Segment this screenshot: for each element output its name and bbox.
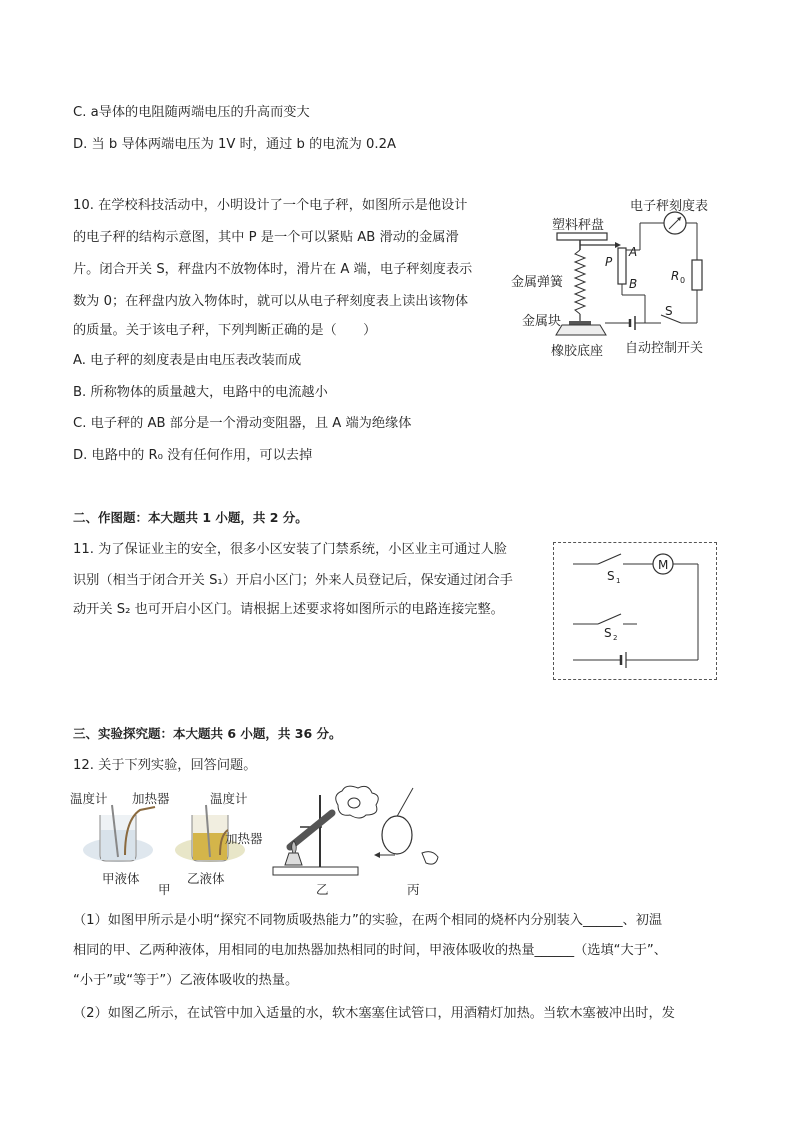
label-liquid-a: 甲液体	[102, 871, 140, 886]
section-2-heading: 二、作图题：本大题共 1 小题，共 2 分。	[73, 510, 308, 525]
label-thermometer-1: 温度计	[70, 791, 108, 806]
hand	[422, 852, 438, 864]
label-block: 金属块	[522, 314, 562, 329]
label-pan: 塑料秤盘	[552, 218, 605, 233]
q10-option-d: D. 电路中的 R₀ 没有任何作用，可以去掉	[73, 448, 313, 463]
q12-part1-line-2: 相同的甲、乙两种液体，用相同的电加热器加热相同的时间，甲液体吸收的热量______（选填“大于”、	[73, 943, 667, 958]
q10-stem-line-4: 数为 0；在秤盘内放入物体时，就可以从电子秤刻度表上读出该物体	[73, 294, 469, 309]
q10-scale-circuit-diagram	[505, 190, 730, 365]
rubber-base	[556, 325, 606, 335]
label-b: B	[629, 277, 638, 291]
label-r0-sub: 0	[680, 276, 686, 285]
q11-circuit-diagram	[553, 542, 717, 680]
q12-part1-line-1: （1）如图甲所示是小明“探究不同物质吸热能力”的实验，在两个相同的烧杯内分别装入______、初温	[73, 913, 663, 928]
label-m: M	[658, 558, 669, 572]
q10-stem-line-2: 的电子秤的结构示意图，其中 P 是一个可以紧贴 AB 滑动的金属滑	[73, 230, 459, 245]
pendulum-string	[395, 788, 413, 820]
section-3-heading: 三、实验探究题：本大题共 6 小题，共 36 分。	[73, 726, 342, 741]
q10-stem-line-3: 片。闭合开关 S，秤盘内不放物体时，滑片在 A 端，电子秤刻度表示	[73, 262, 473, 277]
label-thermometer-2: 温度计	[210, 791, 248, 806]
q9-option-d: D. 当 b 导体两端电压为 1V 时，通过 b 的电流为 0.2A	[73, 137, 397, 152]
label-meter: 电子秤刻度表	[630, 199, 709, 214]
stand-base	[273, 867, 358, 875]
q11-stem-line-2: 识别（相当于闭合开关 S₁）开启小区门；外来人员登记后，保安通过闭合手	[73, 573, 513, 588]
q12-stem: 12. 关于下列实验，回答问题。	[73, 758, 257, 773]
switch-s1	[598, 554, 621, 564]
pan-plate	[557, 233, 607, 240]
q12-part1-line-3: “小于”或“等于”）乙液体吸收的热量。	[73, 973, 299, 988]
label-s1: S	[607, 569, 615, 583]
label-p: P	[605, 255, 613, 269]
q10-option-c: C. 电子秤的 AB 部分是一个滑动变阻器，且 A 端为绝缘体	[73, 416, 412, 431]
spring	[575, 250, 585, 314]
q10-stem-line-1: 10. 在学校科技活动中，小明设计了一个电子秤，如图所示是他设计	[73, 198, 468, 213]
label-liquid-b: 乙液体	[187, 871, 225, 886]
alcohol-lamp	[285, 853, 302, 865]
switch-s2	[598, 614, 621, 624]
q12-experiment-figures	[70, 785, 470, 900]
cork	[348, 798, 360, 808]
label-r0: R	[671, 269, 680, 283]
q11-stem-line-1: 11. 为了保证业主的安全，很多小区安装了门禁系统，小区业主可通过人脸	[73, 542, 507, 557]
q11-stem-line-3: 动开关 S₂ 也可开启小区门。请根据上述要求将如图所示的电路连接完整。	[73, 602, 504, 617]
label-base: 橡胶底座	[551, 344, 604, 359]
label-spring: 金属弹簧	[511, 275, 564, 290]
q10-stem-line-5: 的质量。关于该电子秤，下列判断正确的是（ ）	[73, 323, 377, 338]
label-s1-sub: 1	[616, 577, 621, 585]
q10-option-b: B. 所称物体的质量越大，电路中的电流越小	[73, 385, 328, 400]
label-a: A	[629, 245, 638, 259]
label-s2-sub: 2	[613, 634, 618, 642]
label-s2: S	[604, 626, 612, 640]
label-s: S	[665, 304, 673, 318]
q12-part2-line-1: （2）如图乙所示，在试管中加入适量的水，软木塞塞住试管口，用酒精灯加热。当软木塞被冲出时，发	[73, 1006, 675, 1021]
label-figure-a: 甲	[158, 882, 171, 897]
label-heater-1: 加热器	[132, 791, 170, 806]
label-switch: 自动控制开关	[625, 341, 704, 356]
label-figure-c: 丙	[407, 882, 420, 897]
q9-option-c: C. a导体的电阻随两端电压的升高而变大	[73, 105, 310, 120]
resistor-ab	[618, 248, 626, 284]
q10-option-a: A. 电子秤的刻度表是由电压表改装而成	[73, 353, 302, 368]
pendulum-ball	[382, 816, 412, 854]
test-tube	[290, 813, 332, 847]
label-figure-b: 乙	[316, 882, 329, 897]
resistor-r0	[692, 260, 702, 290]
label-heater-2: 加热器	[225, 831, 263, 846]
